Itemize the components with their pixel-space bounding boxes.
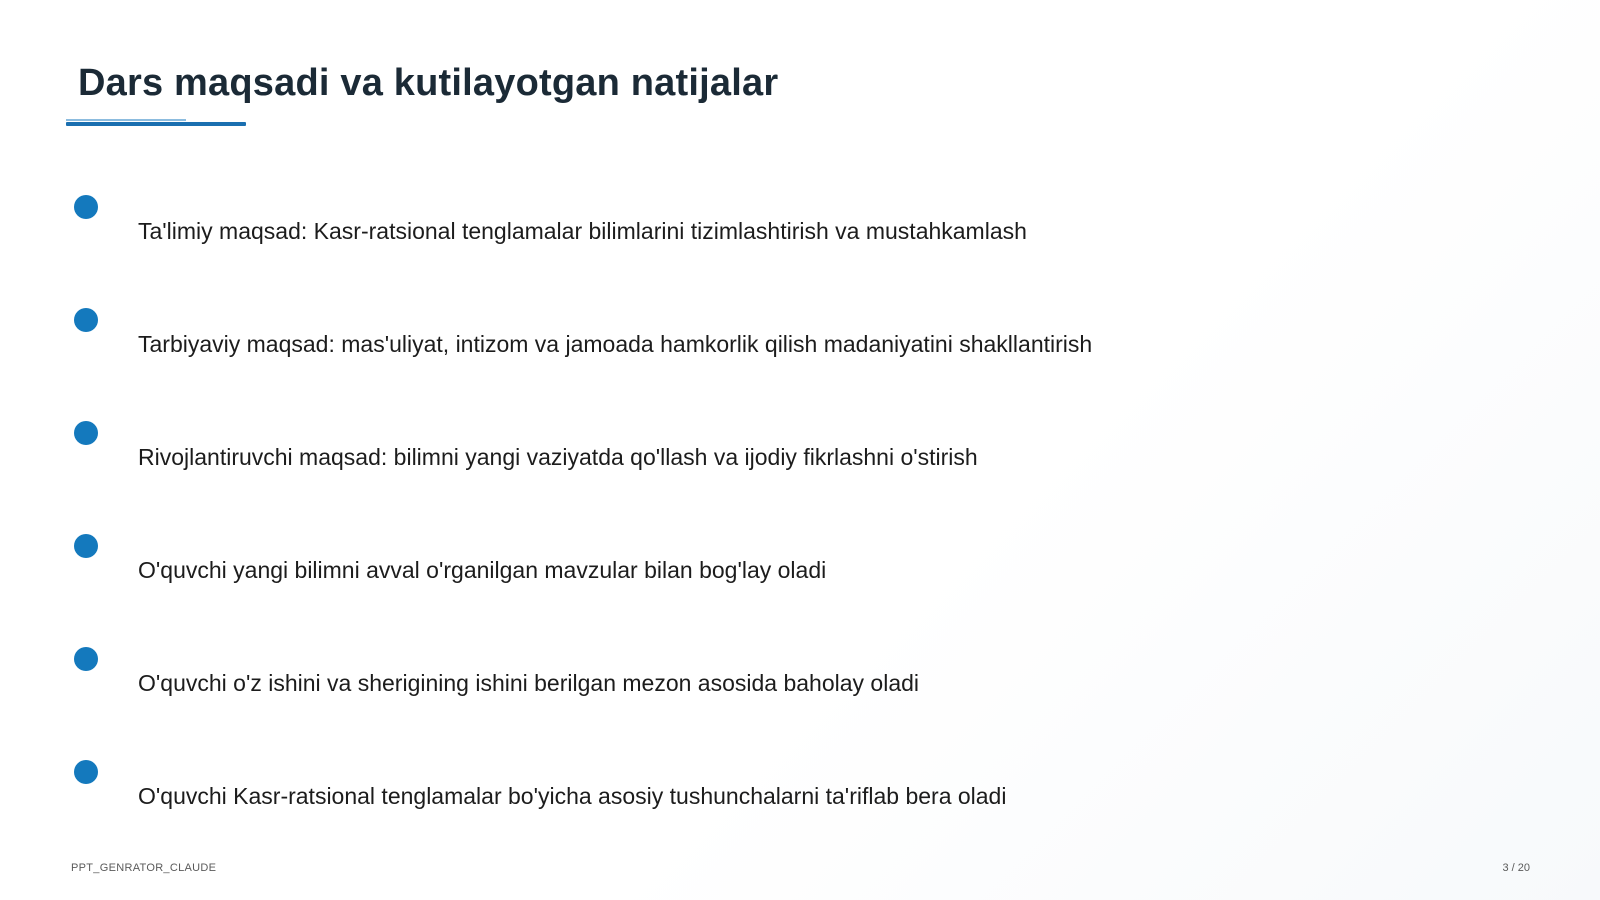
bullet-item xyxy=(72,760,1532,830)
bullet-text: Tarbiyaviy maqsad: mas'uliyat, intizom va jamoada hamkorlik qilish madaniyatini shakllantirish xyxy=(138,331,1093,357)
bullet-item xyxy=(72,647,1532,717)
page-number: 3 / 20 xyxy=(1502,862,1530,874)
bullet-dot-icon xyxy=(74,308,98,332)
bullet-text: O'quvchi o'z ishini va sherigining ishini berilgan mezon asosida baholay oladi xyxy=(138,670,920,696)
bullet-dot-icon xyxy=(74,534,98,558)
bullet-dot-icon xyxy=(74,760,98,784)
bullet-dot-icon xyxy=(74,421,98,445)
bullet-item xyxy=(72,195,1532,265)
bullet-item xyxy=(72,534,1532,604)
bullet-dot-icon xyxy=(74,647,98,671)
bullet-item xyxy=(72,421,1532,491)
bullet-text: O'quvchi Kasr-ratsional tenglamalar bo'yicha asosiy tushunchalarni ta'riflab bera oladi xyxy=(138,783,1007,809)
bullet-item xyxy=(72,308,1532,378)
bullet-dot-icon xyxy=(74,195,98,219)
footer-generator-label: PPT_GENRATOR_CLAUDE xyxy=(71,862,217,874)
bullet-text: Ta'limiy maqsad: Kasr-ratsional tenglamalar bilimlarini tizimlashtirish va mustahkamlash xyxy=(138,218,1027,244)
slide-title: Dars maqsadi va kutilayotgan natijalar xyxy=(78,62,779,104)
bullet-text: Rivojlantiruvchi maqsad: bilimni yangi vaziyatda qo'llash va ijodiy fikrlashni o'stirish xyxy=(138,444,978,470)
bullet-text: O'quvchi yangi bilimni avval o'rganilgan mavzular bilan bog'lay oladi xyxy=(138,557,827,583)
